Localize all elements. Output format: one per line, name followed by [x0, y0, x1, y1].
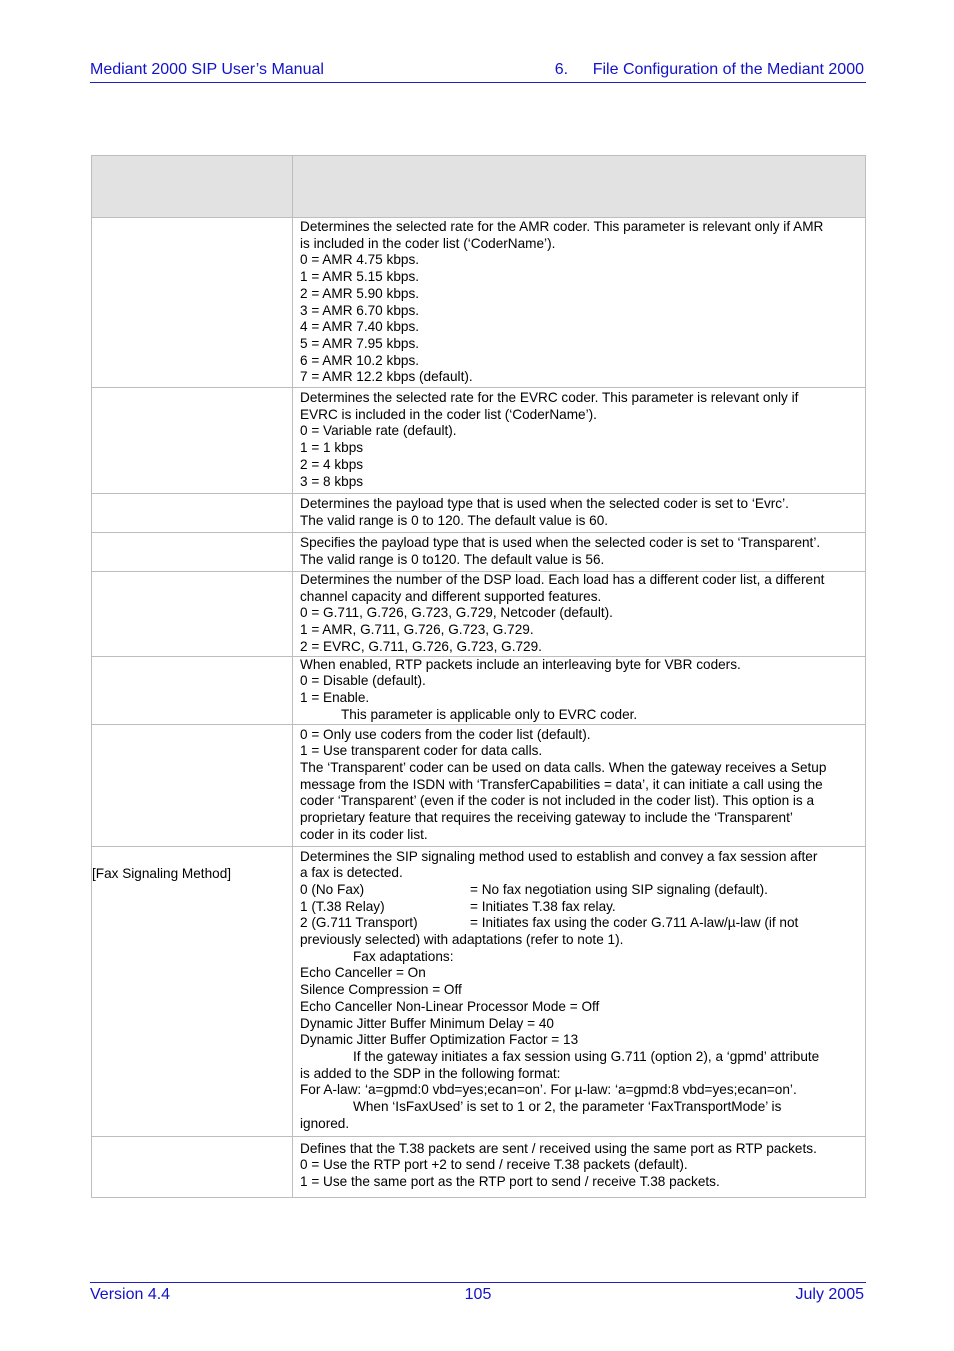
parameter-name-cell	[92, 724, 293, 846]
adaptation-line: Dynamic Jitter Buffer Optimization Factor = 13	[300, 1032, 579, 1048]
parameter-name-cell	[92, 494, 293, 533]
description-line: a fax is detected.	[300, 865, 403, 881]
table-row	[92, 572, 866, 657]
description-line: Determines the payload type that is used when the selected coder is set to ‘Evrc’.	[300, 496, 789, 511]
description-line: 0 = Variable rate (default).	[300, 423, 457, 439]
description-line: 2 = 4 kbps	[300, 456, 364, 472]
chapter-number: 6.	[554, 61, 569, 78]
description-line: 0 = Disable (default).	[300, 673, 426, 689]
description-line: channel capacity and different supported features.	[300, 588, 602, 604]
description-line: 1 = Use transparent coder for data calls.	[300, 743, 543, 759]
description-cell	[293, 388, 866, 494]
chapter-title: File Configuration of the Mediant 2000	[592, 61, 864, 78]
description-line: 5 = AMR 7.95 kbps.	[300, 335, 420, 351]
option-key: 1 (T.38 Relay)	[300, 898, 385, 914]
parameter-name-cell	[92, 846, 293, 1136]
description-line: ignored.	[300, 1115, 350, 1131]
option-desc: = Initiates fax using the coder G.711 A-law/µ-law (if not	[470, 915, 799, 931]
parameter-name-cell	[92, 1136, 293, 1197]
description-cell	[293, 724, 866, 846]
table-row	[92, 1136, 866, 1197]
description-cell	[293, 494, 866, 533]
description-line: Specifies the payload type that is used when the selected coder is set to ‘Transparent’.	[300, 535, 821, 550]
description-line: 3 = AMR 6.70 kbps.	[300, 302, 420, 318]
option-key: 0 (No Fax)	[300, 881, 365, 897]
description-line: Determines the SIP signaling method used to establish and convey a fax session after	[300, 848, 818, 864]
description-cell	[293, 572, 866, 657]
option-desc: = No fax negotiation using SIP signaling (default).	[470, 881, 768, 897]
table-row	[92, 724, 866, 846]
page-number: 105	[464, 1286, 492, 1303]
description-line: previously selected) with adaptations (refer to note 1).	[300, 932, 624, 948]
description-cell	[293, 1136, 866, 1197]
table-row	[92, 533, 866, 572]
description-line: 0 = Only use coders from the coder list (default).	[300, 726, 591, 742]
description-line: is included in the coder list (‘CoderName’).	[300, 235, 556, 251]
description-line: 0 = AMR 4.75 kbps.	[300, 252, 420, 268]
adaptation-line: Silence Compression = Off	[300, 982, 462, 998]
description-line: 1 = 1 kbps	[300, 440, 364, 456]
description-line: 7 = AMR 12.2 kbps (default).	[300, 369, 473, 385]
parameter-name-cell	[92, 533, 293, 572]
description-line: 1 = Enable.	[300, 689, 370, 705]
description-line: The ‘Transparent’ coder can be used on data calls. When the gateway receives a Setup	[300, 759, 827, 775]
description-line: Determines the number of the DSP load. Each load has a different coder list, a different	[300, 572, 825, 587]
header-cell-parameter	[92, 156, 293, 218]
parameter-name-cell	[92, 572, 293, 657]
description-cell	[293, 218, 866, 388]
description-line: 1 = AMR, G.711, G.726, G.723, G.729.	[300, 622, 534, 638]
note-line: When ‘IsFaxUsed’ is set to 1 or 2, the parameter ‘FaxTransportMode’ is	[353, 1099, 782, 1115]
description-line: 3 = 8 kbps	[300, 473, 364, 489]
description-line: 4 = AMR 7.40 kbps.	[300, 319, 420, 335]
option-line	[300, 882, 862, 899]
description-line: 2 = AMR 5.90 kbps.	[300, 285, 420, 301]
adaptation-line: Echo Canceller Non-Linear Processor Mode = Off	[300, 998, 600, 1014]
note-line: Fax adaptations:	[353, 948, 454, 964]
description-line: is added to the SDP in the following format:	[300, 1065, 561, 1081]
description-line: 2 = EVRC, G.711, G.726, G.723, G.729.	[300, 638, 542, 654]
adaptation-line: Echo Canceller = On	[300, 965, 426, 981]
description-line: The valid range is 0 to120. The default value is 56.	[300, 551, 605, 567]
manual-title: Mediant 2000 SIP User’s Manual	[90, 61, 324, 78]
note-line: If the gateway initiates a fax session using G.711 (option 2), a ‘gpmd’ attribute	[353, 1048, 820, 1064]
description-line: coder in its coder list.	[300, 826, 428, 842]
description-line: Defines that the T.38 packets are sent / received using the same port as RTP packets.	[300, 1140, 817, 1156]
table-header-row	[92, 156, 866, 218]
adaptation-line: Dynamic Jitter Buffer Minimum Delay = 40	[300, 1015, 554, 1031]
description-line: Determines the selected rate for the EVRC coder. This parameter is relevant only if	[300, 390, 799, 405]
parameter-name-cell	[92, 218, 293, 388]
description-line: message from the ISDN with ‘TransferCapabilities = data’, it can initiate a call using the	[300, 776, 823, 792]
option-key: 2 (G.711 Transport)	[300, 915, 418, 931]
page-header	[90, 58, 866, 83]
description-line: 0 = G.711, G.726, G.723, G.729, Netcoder (default).	[300, 605, 613, 621]
description-line: 0 = Use the RTP port +2 to send / receive T.38 packets (default).	[300, 1157, 688, 1173]
description-line: Determines the selected rate for the AMR coder. This parameter is relevant only if AMR	[300, 219, 824, 234]
option-line	[300, 915, 862, 932]
note-line: This parameter is applicable only to EVRC coder.	[341, 706, 638, 722]
table-row	[92, 388, 866, 494]
table-row	[92, 218, 866, 388]
description-line: The valid range is 0 to 120. The default value is 60.	[300, 512, 609, 528]
page-footer	[90, 1282, 866, 1309]
description-line: coder ‘Transparent’ (even if the coder is not included in the coder list). This option is a	[300, 793, 815, 809]
date-label: July 2005	[795, 1286, 864, 1303]
parameter-name-cell	[92, 388, 293, 494]
description-cell	[293, 846, 866, 1136]
parameter-name-cell	[92, 656, 293, 724]
description-line: 6 = AMR 10.2 kbps.	[300, 352, 420, 368]
table-row	[92, 656, 866, 724]
description-line: When enabled, RTP packets include an interleaving byte for VBR coders.	[300, 656, 741, 672]
description-line: For A-law: ‘a=gpmd:0 vbd=yes;ecan=on’. For µ-law: ‘a=gpmd:8 vbd=yes;ecan=on’.	[300, 1082, 797, 1098]
option-desc: = Initiates T.38 fax relay.	[470, 898, 616, 914]
description-line: EVRC is included in the coder list (‘CoderName’).	[300, 406, 597, 422]
description-cell	[293, 533, 866, 572]
parameters-table	[91, 155, 866, 1198]
option-line	[300, 899, 862, 916]
description-cell	[293, 656, 866, 724]
table-row	[92, 846, 866, 1136]
description-line: proprietary feature that requires the receiving gateway to include the ‘Transparent’	[300, 810, 793, 826]
description-line: 1 = AMR 5.15 kbps.	[300, 269, 420, 285]
header-cell-description	[293, 156, 866, 218]
version-label: Version 4.4	[90, 1286, 171, 1303]
chapter-heading	[555, 61, 864, 79]
description-line: 1 = Use the same port as the RTP port to send / receive T.38 packets.	[300, 1173, 720, 1189]
parameter-name: [Fax Signaling Method]	[92, 865, 232, 881]
table-row	[92, 494, 866, 533]
